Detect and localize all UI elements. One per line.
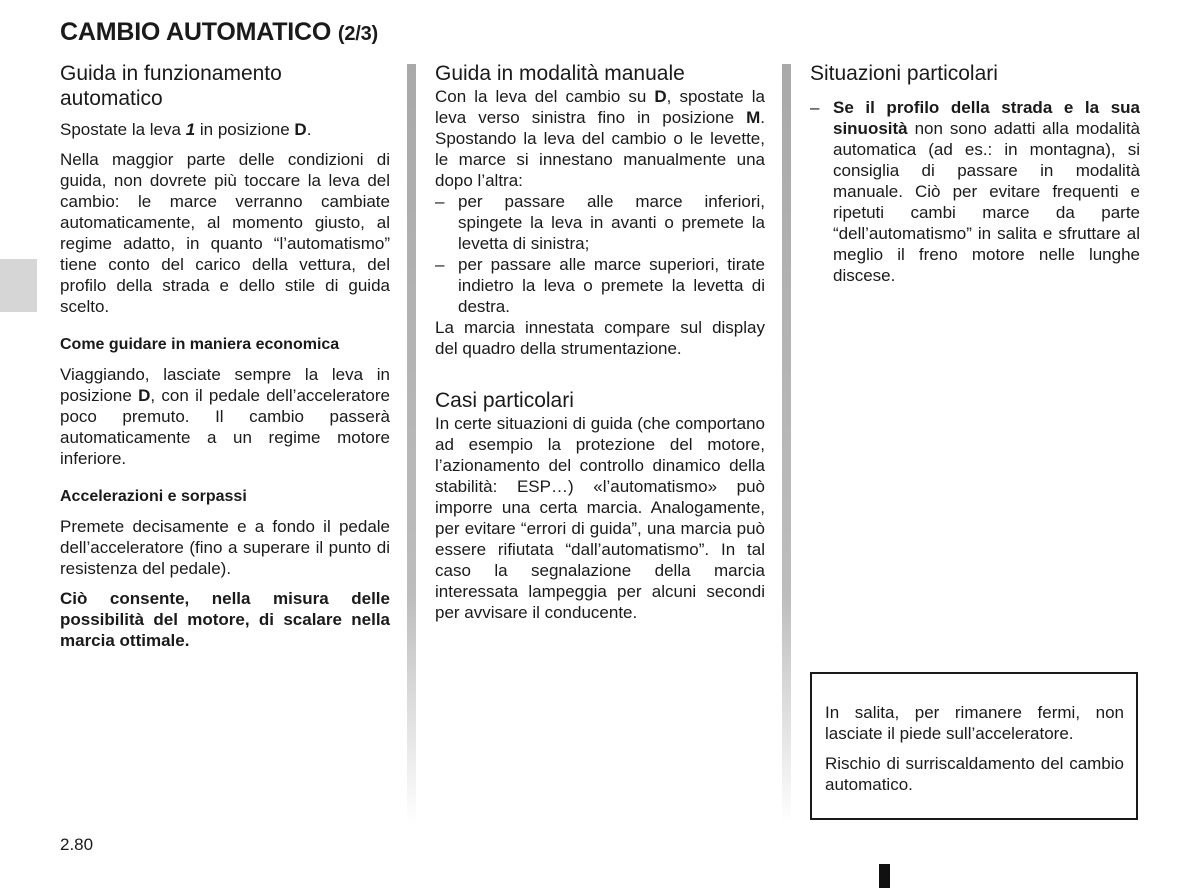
text-span: Con la leva del cambio su <box>435 87 655 106</box>
dash-bullet: – <box>435 255 445 274</box>
section-heading-manual: Guida in modalità manuale <box>435 62 685 85</box>
section-heading-automatic: Guida in funzionamento automatico <box>60 62 282 110</box>
warning-note-box <box>810 672 1138 820</box>
column-divider-2 <box>782 64 791 824</box>
list-item-text: per passare alle marce inferiori, spingete la leva in avanti o premete la levetta di sinistra; <box>458 192 765 253</box>
paragraph-lever <box>60 119 390 140</box>
list-item-upshift <box>435 254 765 317</box>
text-span: . Spostando la leva del cambio o le levette, le marce si innestano manualmente una dopo l’altra: <box>435 108 765 190</box>
title-part: (2/3) <box>337 23 378 45</box>
note-overheating: Rischio di surriscaldamento del cambio automatico. <box>825 754 1124 794</box>
position-d: D <box>654 87 667 106</box>
list-item-downshift <box>435 191 765 254</box>
list-item-text: non sono adatti alla modalità automatica (ad es.: in montagna), si consiglia di passare in modalità manuale. Ciò per evitare frequenti e ripetuti cambi marce da parte “dell’automatismo” in salita e sfruttare al meglio il freno motore nelle lunghe discese. <box>833 119 1140 285</box>
paragraph-manual <box>435 86 765 191</box>
column-divider-1 <box>407 64 416 824</box>
position-m: M <box>746 108 761 127</box>
text-span: , spostate la leva verso sinistra fino in posizione <box>435 87 766 127</box>
paragraph-downshift: Ciò consente, nella misura delle possibilità del motore, di scalare nella marcia ottimale. <box>60 589 390 650</box>
text-span: , con il pedale dell’acceleratore poco premuto. Il cambio passerà automaticamente a un regime motore inferiore. <box>60 386 390 468</box>
text-span: . <box>306 120 312 139</box>
text-span: Spostate la leva <box>60 120 186 139</box>
dash-bullet: – <box>435 192 445 211</box>
dash-bullet: – <box>810 98 820 117</box>
position-d: D <box>294 120 307 139</box>
page-edge-mark <box>879 864 890 888</box>
text-span: in posizione <box>195 120 295 139</box>
paragraph-acceleration: Premete decisamente e a fondo il pedale dell’acceleratore (fino a superare il punto di resistenza del pedale). <box>60 517 390 578</box>
section-heading-special-cases: Casi particolari <box>435 389 574 412</box>
paragraph-economic <box>60 364 390 469</box>
note-uphill: In salita, per rimanere fermi, non lasciate il piede sull’acceleratore. <box>825 703 1124 743</box>
subheading-acceleration: Accelerazioni e sorpassi <box>60 488 247 505</box>
title-main: CAMBIO AUTOMATICO <box>60 18 332 46</box>
paragraph-special-cases: In certe situazioni di guida (che comportano ad esempio la protezione del motore, l’azionamento del controllo dinamico della stabilità: ESP…) «l’automatismo» può imporre una certa marcia. Analogamente, per evitare “errori di guida”, una marcia può essere rifiutata “dall’automatismo”. In tal caso la segnalazione della marcia interessata lampeggia per alcuni secondi per avvisare il conducente. <box>435 414 765 622</box>
paragraph-display: La marcia innestata compare sul display del quadro della strumentazione. <box>435 318 765 358</box>
column-1 <box>60 61 390 651</box>
column-3 <box>810 61 1140 286</box>
list-item-text: per passare alle marce superiori, tirate indietro la leva o premete la levetta di destra. <box>458 255 765 316</box>
list-item-bold: Se il profilo della strada e la sua sinuosità <box>833 98 1140 138</box>
list-item-road-profile <box>810 97 1140 286</box>
chapter-tab <box>0 259 37 312</box>
position-d: D <box>138 386 151 405</box>
subheading-economic: Come guidare in maniera economica <box>60 336 340 353</box>
lever-number: 1 <box>185 120 196 139</box>
column-2 <box>435 61 765 623</box>
page-number: 2.80 <box>60 835 94 854</box>
text-span: Viaggiando, lasciate sempre la leva in posizione <box>60 365 390 405</box>
paragraph-conditions: Nella maggior parte delle condizioni di guida, non dovrete più toccare la leva del cambio: le marce verranno cambiate automaticamente, al momento giusto, al regime adatto, in quanto “l’automatismo” tiene conto del carico della vettura, del profilo della strada e dello stile di guida scelto. <box>60 150 390 316</box>
page-title <box>60 18 378 47</box>
section-heading-situations: Situazioni particolari <box>810 62 998 85</box>
